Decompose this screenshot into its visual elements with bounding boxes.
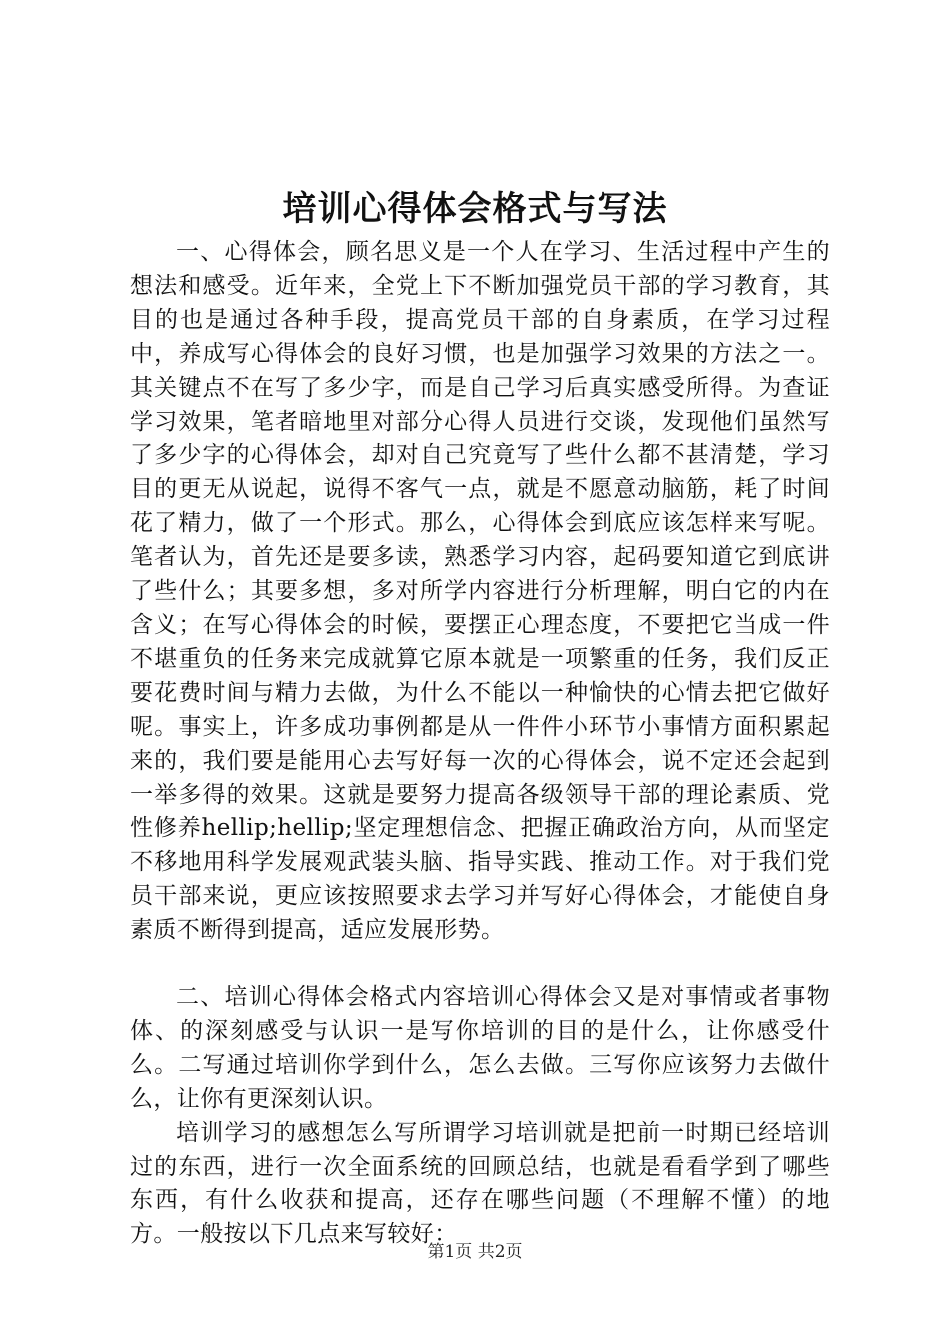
page-number-footer: 第1页 共2页	[427, 1242, 523, 1262]
paragraph-3: 培训学习的感想怎么写所谓学习培训就是把前一时期已经培训过的东西，进行一次全面系统的回顾总结，也就是看看学到了哪些东西，有什么收获和提高，还存在哪些问题（不理解不懂）的地方。一般按以下几点来写较好：	[130, 1119, 830, 1248]
document-body	[130, 236, 830, 1252]
paragraph-2: 二、培训心得体会格式内容培训心得体会又是对事情或者事物体、的深刻感受与认识一是写你培训的目的是什么，让你感受什么。二写通过培训你学到什么，怎么去做。三写你应该努力去做什么，让你有更深刻认识。	[130, 984, 830, 1112]
paragraph-spacer	[130, 948, 830, 981]
paragraph-1: 一、心得体会，顾名思义是一个人在学习、生活过程中产生的想法和感受。近年来，全党上下不断加强党员干部的学习教育，其目的也是通过各种手段，提高党员干部的自身素质，在学习过程中，养成写心得体会的良好习惯，也是加强学习效果的方法之一。其关键点不在写了多少字，而是自己学习后真实感受所得。为查证学习效果，笔者暗地里对部分心得人员进行交谈，发现他们虽然写了多少字的心得体会，却对自己究竟写了些什么都不甚清楚，学习目的更无从说起，说得不客气一点，就是不愿意动脑筋，耗了时间花了精力，做了一个形式。那么，心得体会到底应该怎样来写呢。笔者认为，首先还是要多读，熟悉学习内容，起码要知道它到底讲了些什么；其要多想，多对所学内容进行分析理解，明白它的内在含义；在写心得体会的时候，要摆正心理态度，不要把它当成一件不堪重负的任务来完成就算它原本就是一项繁重的任务，我们反正要花费时间与精力去做，为什么不能以一种愉快的心情去把它做好呢。事实上，许多成功事例都是从一件件小环节小事情方面积累起来的，我们要是能用心去写好每一次的心得体会，说不定还会起到一举多得的效果。这就是要努力提高各级领导干部的理论素质、党性修养hellip;hellip;坚定理想信念、把握正确政治方向，从而坚定不移地用科学发展观武装头脑、指导实践、推动工作。对于我们党员干部来说，更应该按照要求去学习并写好心得体会，才能使自身素质不断得到提高，适应发展形势。	[130, 239, 830, 944]
document-title: 培训心得体会格式与写法	[282, 189, 668, 229]
